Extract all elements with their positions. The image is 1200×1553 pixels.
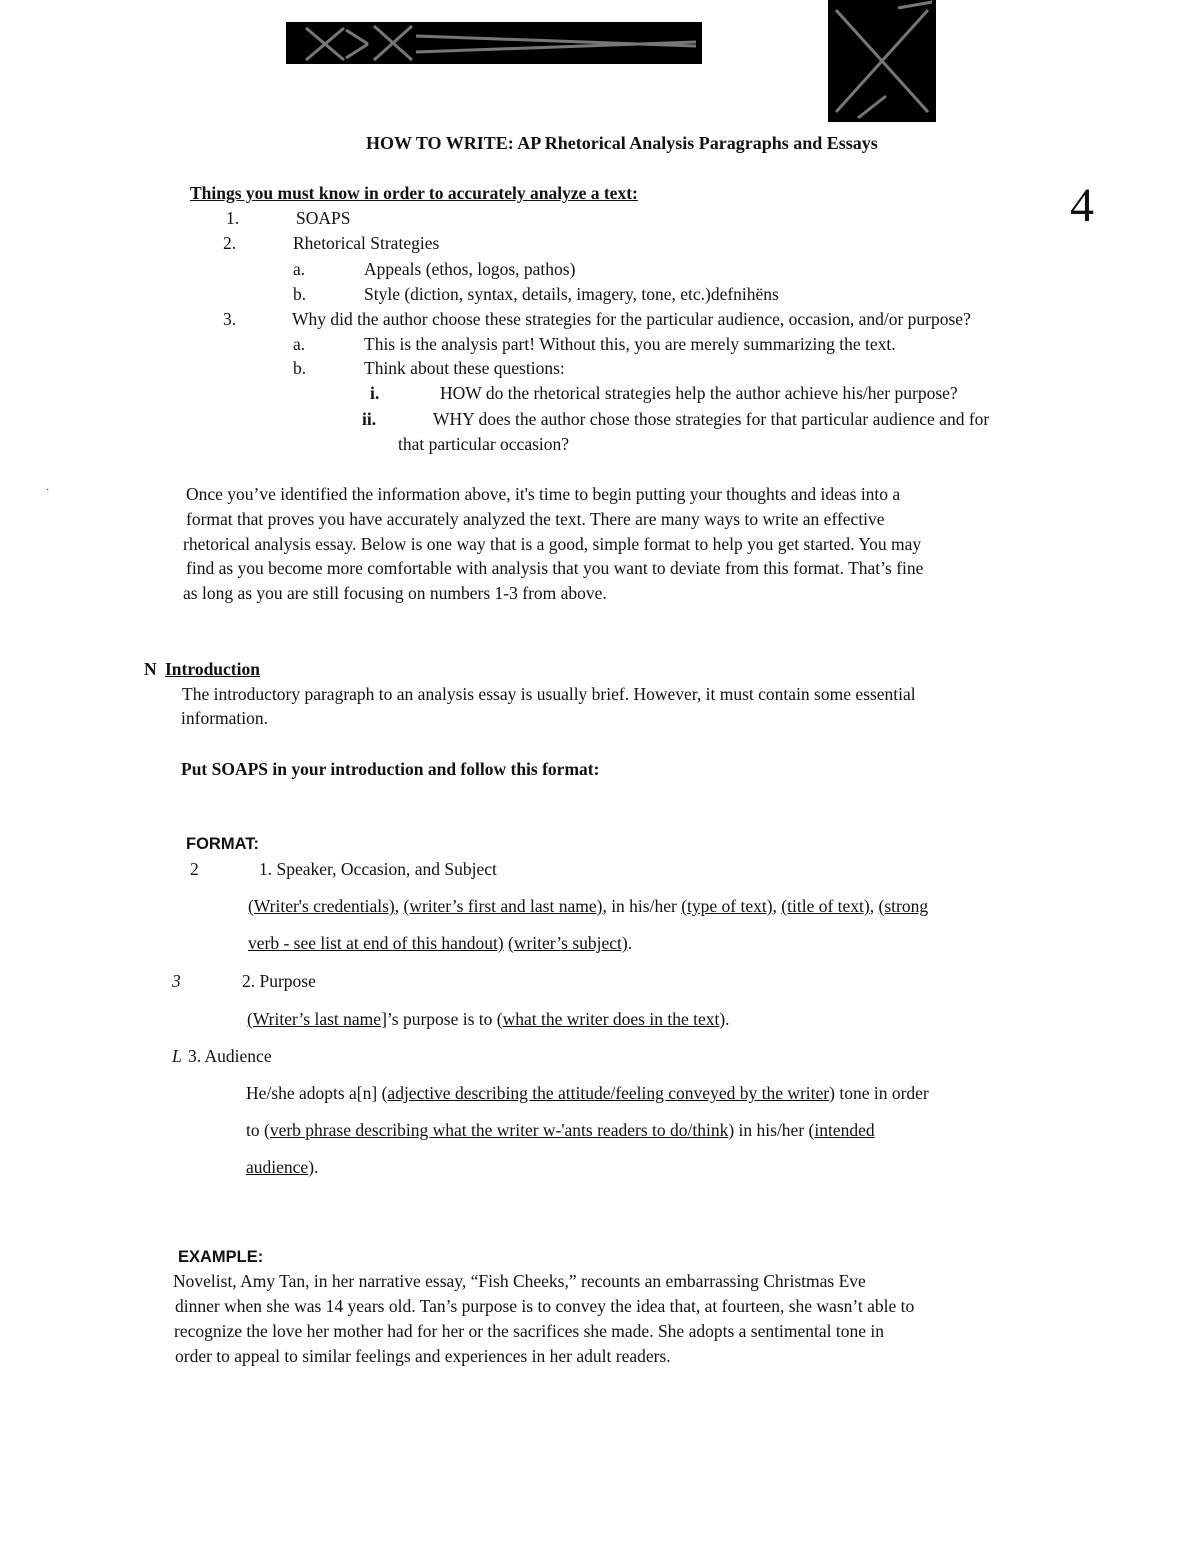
text-fragment: ,: [394, 896, 404, 916]
introduction-instruction: Put SOAPS in your introduction and follow this format:: [181, 759, 600, 779]
section-marker: N: [144, 659, 157, 679]
placeholder-verb-phrase: verb phrase describing what the writer w-'ants readers to do/think: [269, 1120, 729, 1140]
list-item-why-question-cont: that particular occasion?: [398, 434, 570, 454]
paragraph-line: find as you become more comfortable with analysis that you want to deviate from this format. That’s fine: [186, 558, 924, 578]
placeholder-strong-verb-cont: verb - see list at end of this handout): [248, 933, 504, 953]
format-purpose-line: [247, 1008, 730, 1030]
placeholder-writer-name: (writer’s first and last name): [403, 896, 603, 916]
list-item-how-question: HOW do the rhetorical strategies help the author achieve his/her purpose?: [440, 383, 958, 403]
format-audience-line-2: [246, 1119, 875, 1141]
placeholder-type-of-text: (type of text): [681, 896, 773, 916]
paragraph-line: Once you’ve identified the information above, it's time to begin putting your thoughts and ideas into a: [186, 484, 901, 504]
format-audience-line-1: [246, 1082, 929, 1104]
example-line: recognize the love her mother had for her or the sacrifices she made. She adopts a sentimental tone in: [174, 1321, 884, 1341]
margin-mark: 3: [172, 971, 181, 991]
text-fragment: ).: [308, 1157, 319, 1177]
placeholder-intended: intended: [814, 1120, 875, 1140]
list-item-soaps: SOAPS: [296, 208, 351, 228]
margin-mark: L: [172, 1046, 182, 1066]
list-item-style: Style (diction, syntax, details, imagery, tone, etc.)defnihëns: [364, 284, 779, 304]
text-fragment: , in his/her: [602, 896, 682, 916]
example-line: order to appeal to similar feelings and experiences in her adult readers.: [175, 1346, 671, 1366]
list-item-appeals: Appeals (ethos, logos, pathos): [364, 259, 576, 279]
format-speaker-line-1: [248, 895, 928, 917]
text-fragment: ) in his/her (: [728, 1120, 815, 1140]
list-number: 2.: [223, 233, 237, 253]
text-fragment: ,: [869, 896, 879, 916]
placeholder-audience: audience: [246, 1157, 309, 1177]
format-item-purpose: 2. Purpose: [242, 971, 316, 991]
list-item-why: Why did the author choose these strategies for the particular audience, occasion, and/or purpose?: [292, 309, 971, 329]
placeholder-writer-subject: (writer’s subject): [508, 933, 628, 953]
placeholder-what-writer-does: what the writer does in the text: [502, 1009, 720, 1029]
placeholder-strong-verb: (strong: [878, 896, 929, 916]
list-item-analysis-part: This is the analysis part! Without this, you are merely summarizing the text.: [364, 334, 896, 354]
redaction-scribble-icon: [286, 22, 702, 64]
page-title: HOW TO WRITE: AP Rhetorical Analysis Paragraphs and Essays: [366, 133, 878, 153]
redacted-logo-block: [828, 0, 936, 122]
list-item-strategies: Rhetorical Strategies: [293, 233, 440, 253]
page-number-marker: 4: [1070, 179, 1094, 232]
list-letter: b.: [293, 358, 307, 378]
format-item-audience: 3. Audience: [188, 1046, 272, 1066]
text-fragment: .: [627, 933, 633, 953]
introduction-body-line: information.: [181, 708, 268, 728]
list-number: 3.: [223, 309, 237, 329]
redacted-header-bar: [286, 22, 702, 64]
list-letter: b.: [293, 284, 307, 304]
paragraph-line: format that proves you have accurately analyzed the text. There are many ways to write an effective: [186, 509, 885, 529]
example-line: dinner when she was 14 years old. Tan’s purpose is to convey the idea that, at fourteen, she wasn’t able to: [175, 1296, 915, 1316]
paragraph-line: as long as you are still focusing on numbers 1-3 from above.: [183, 583, 607, 603]
placeholder-last-name: (Writer’s last name: [247, 1009, 382, 1029]
format-speaker-line-2: [248, 932, 632, 954]
text-fragment: ) tone in order: [829, 1083, 929, 1103]
text-fragment: ,: [772, 896, 782, 916]
list-letter: a.: [293, 334, 306, 354]
list-item-why-question: WHY does the author chose those strategies for that particular audience and for: [433, 409, 990, 429]
placeholder-adjective: adjective describing the attitude/feeling conveyed by the writer: [387, 1083, 830, 1103]
text-fragment: to (: [246, 1120, 270, 1140]
list-roman: ii.: [362, 409, 377, 429]
format-heading: FORMAT:: [186, 835, 260, 853]
introduction-body-line: The introductory paragraph to an analysis essay is usually brief. However, it must contain some essential: [182, 684, 916, 704]
paragraph-line: rhetorical analysis essay. Below is one way that is a good, simple format to help you get started. You may: [183, 534, 922, 554]
stray-mark: ·: [46, 485, 50, 496]
placeholder-title-of-text: (title of text): [781, 896, 870, 916]
example-heading: EXAMPLE:: [178, 1248, 264, 1266]
section-heading-introduction: Introduction: [165, 659, 260, 679]
format-audience-line-3: [246, 1156, 318, 1178]
format-item-speaker: 1. Speaker, Occasion, and Subject: [259, 859, 497, 879]
list-number: 1.: [226, 208, 240, 228]
text-fragment: ]’s purpose is to (: [381, 1009, 503, 1029]
list-letter: a.: [293, 259, 306, 279]
placeholder-credentials: (Writer's credentials): [248, 896, 395, 916]
text-fragment: He/she adopts a[n] (: [246, 1083, 388, 1103]
section-heading-things: Things you must know in order to accurately analyze a text:: [190, 183, 638, 203]
list-item-think: Think about these questions:: [364, 358, 565, 378]
list-roman: i.: [370, 383, 380, 403]
redaction-cross-icon: [828, 0, 936, 122]
margin-mark: 2: [190, 859, 199, 879]
example-line: Novelist, Amy Tan, in her narrative essay, “Fish Cheeks,” recounts an embarrassing Christmas Eve: [173, 1271, 866, 1291]
text-fragment: ).: [719, 1009, 730, 1029]
